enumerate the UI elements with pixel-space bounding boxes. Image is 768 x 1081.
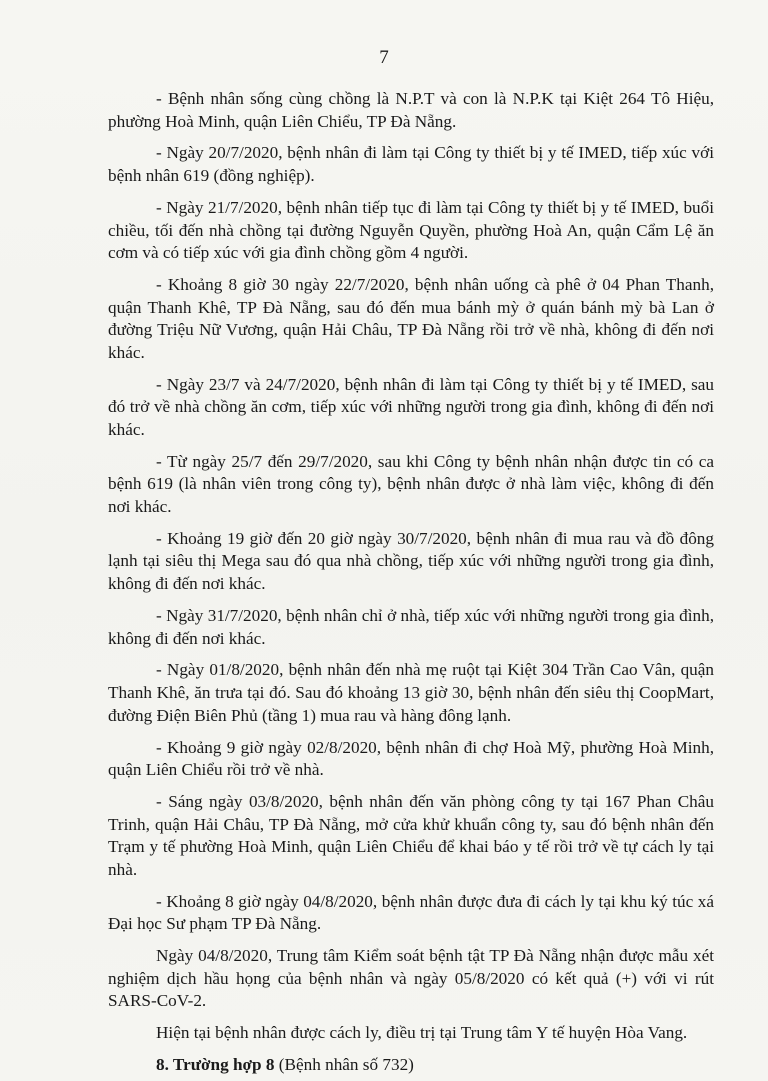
- paragraph-2507-2907: - Từ ngày 25/7 đến 29/7/2020, sau khi Công ty bệnh nhân nhận được tin có ca bệnh 619 (là nhân viên trong công ty), bệnh nhân được ở nhà làm việc, không đi đến nơi khác.: [108, 451, 714, 516]
- paragraph-test-result: Ngày 04/8/2020, Trung tâm Kiểm soát bệnh tật TP Đà Nẵng nhận được mẫu xét nghiệm dịch hầu họng của bệnh nhân và ngày 05/8/2020 có kết quả (+) với vi rút SARS-CoV-2.: [108, 946, 714, 1011]
- section-heading-case-8: [108, 1054, 714, 1077]
- paragraph-2307-2407: - Ngày 23/7 và 24/7/2020, bệnh nhân đi làm tại Công ty thiết bị y tế IMED, sau đó trở về nhà chồng ăn cơm, tiếp xúc với những người trong gia đình, không đi đến nơi khác.: [108, 374, 714, 439]
- paragraph-3107: - Ngày 31/7/2020, bệnh nhân chỉ ở nhà, tiếp xúc với những người trong gia đình, không đi đến nơi khác.: [108, 605, 714, 648]
- paragraph-current-status: Hiện tại bệnh nhân được cách ly, điều trị tại Trung tâm Y tế huyện Hòa Vang.: [156, 1023, 688, 1043]
- page-number: 7: [379, 47, 389, 68]
- paragraph-3007: - Khoảng 19 giờ đến 20 giờ ngày 30/7/2020, bệnh nhân đi mua rau và đồ đông lạnh tại siêu thị Mega sau đó qua nhà chồng, tiếp xúc với những người trong gia đình, không đi đến nơi khác.: [108, 528, 714, 594]
- section-heading-title: 8. Trường hợp 8: [156, 1055, 275, 1075]
- paragraph-0108: - Ngày 01/8/2020, bệnh nhân đến nhà mẹ ruột tại Kiệt 304 Trần Cao Vân, quận Thanh Khê, ăn trưa tại đó. Sau đó khoảng 13 giờ 30, bệnh nhân đến siêu thị CoopMart, đường Điện Biên Phủ (tầng 1) mua rau và hàng đông lạnh.: [108, 660, 714, 725]
- section-heading-patient: (Bệnh nhân số 732): [274, 1055, 414, 1075]
- paragraph-2107: - Ngày 21/7/2020, bệnh nhân tiếp tục đi làm tại Công ty thiết bị y tế IMED, buổi chiều, tối đến nhà chồng tại đường Nguyễn Quyền, phường Hoà An, quận Cẩm Lệ ăn cơm và có tiếp xúc với gia đình chồng gồm 4 người.: [108, 197, 714, 263]
- paragraph-2207: - Khoảng 8 giờ 30 ngày 22/7/2020, bệnh nhân uống cà phê ở 04 Phan Thanh, quận Thanh Khê, TP Đà Nẵng, sau đó đến mua bánh mỳ ở quán bánh mỳ bà Lan ở đường Triệu Nữ Vương, quận Hải Châu, TP Đà Nẵng rồi trở về nhà, không đi đến nơi khác.: [108, 275, 714, 362]
- paragraph-residence: - Bệnh nhân sống cùng chồng là N.P.T và con là N.P.K tại Kiệt 264 Tô Hiệu, phường Hoà Minh, quận Liên Chiểu, TP Đà Nẵng.: [108, 89, 714, 131]
- paragraph-2007: - Ngày 20/7/2020, bệnh nhân đi làm tại Công ty thiết bị y tế IMED, tiếp xúc với bệnh nhân 619 (đồng nghiệp).: [108, 143, 714, 186]
- paragraph-0308: - Sáng ngày 03/8/2020, bệnh nhân đến văn phòng công ty tại 167 Phan Châu Trinh, quận Hải Châu, TP Đà Nẵng, mở cửa khử khuẩn công ty, sau đó bệnh nhân đến Trạm y tế phường Hoà Minh, quận Liên Chiểu để khai báo y tế rồi trở về tự cách ly tại nhà.: [108, 792, 714, 879]
- document-body: [108, 88, 714, 1077]
- paragraph-0208: - Khoảng 9 giờ ngày 02/8/2020, bệnh nhân đi chợ Hoà Mỹ, phường Hoà Minh, quận Liên Chiểu rồi trở về nhà.: [108, 737, 714, 780]
- paragraph-0408: - Khoảng 8 giờ ngày 04/8/2020, bệnh nhân được đưa đi cách ly tại khu ký túc xá Đại học Sư phạm TP Đà Nẵng.: [108, 891, 714, 934]
